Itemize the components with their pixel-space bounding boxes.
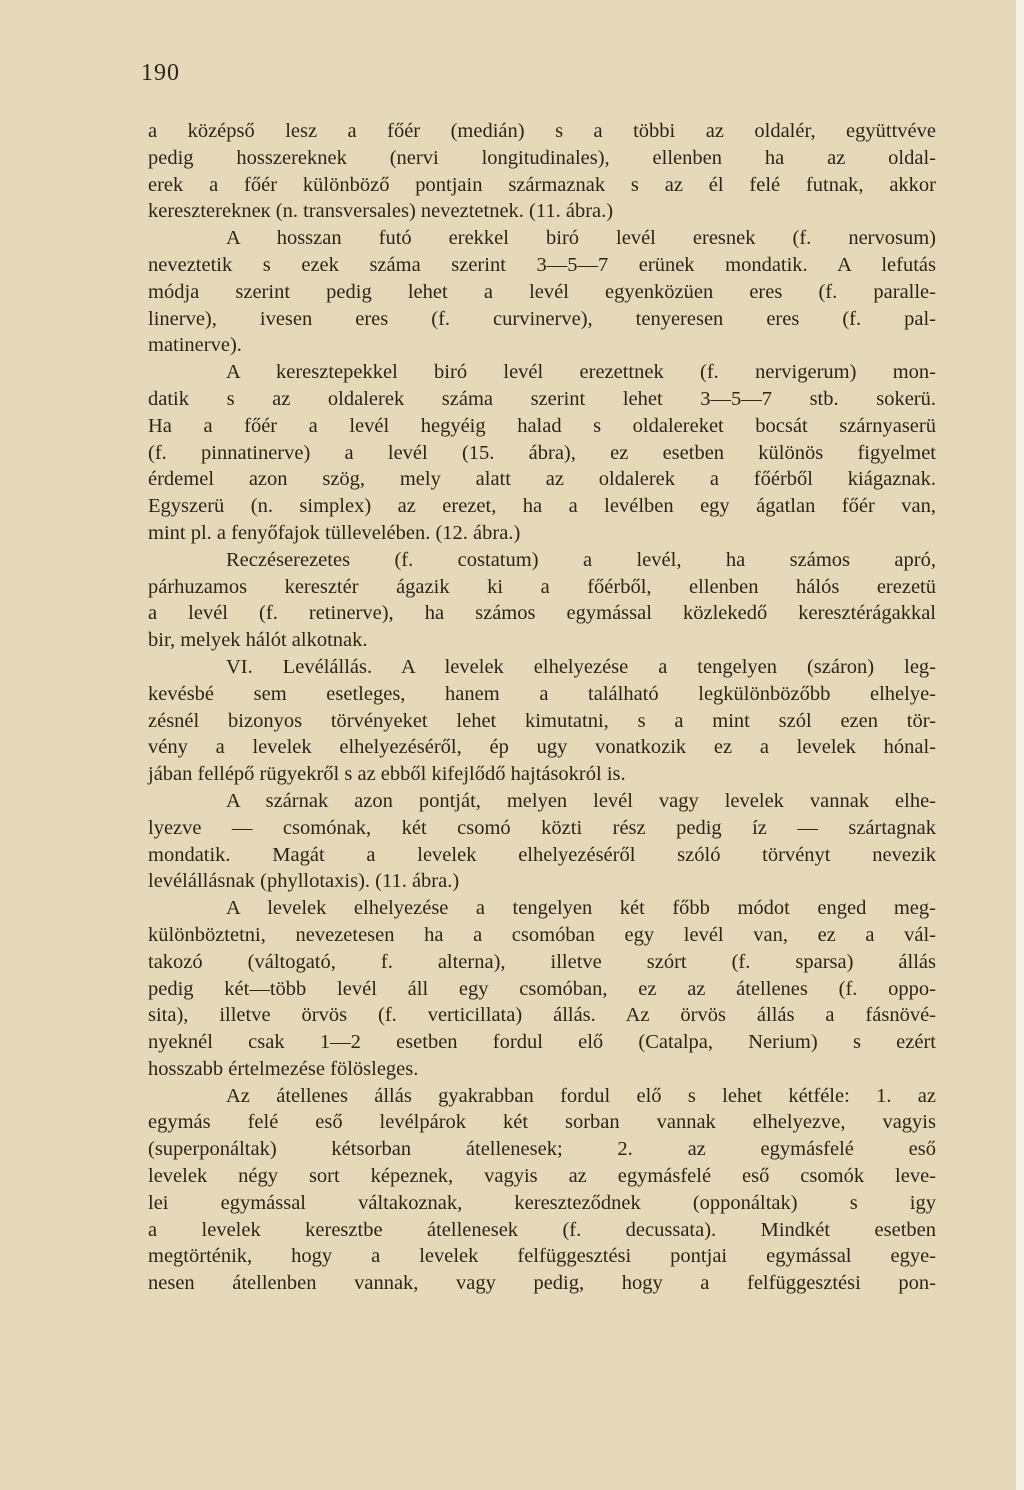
text-line: lei egymással váltakoznak, kereszteződnek (opponáltak) s igy <box>148 1191 936 1214</box>
text-line: datik s az oldalerek száma szerint lehet 3—5—7 stb. sokerü. <box>148 387 936 410</box>
text-line: érdemel azon szög, mely alatt az oldalerek a főérből kiágaznak. <box>148 468 936 491</box>
text-line: mint pl. a fenyőfajok tüllevelében. (12. ábra.) <box>148 521 521 544</box>
text-line: mondatik. Magát a levelek elhelyezéséről szóló törvényt nevezik <box>148 843 936 866</box>
text-line: lyezve — csomónak, két csomó közti rész pedig íz — szártagnak <box>148 816 936 839</box>
text-line: megtörténik, hogy a levelek felfüggesztési pontjai egymással egye- <box>148 1245 936 1268</box>
text-line: (superponáltak) kétsorban átellenesek; 2. az egymásfelé eső <box>148 1138 936 1161</box>
text-line: Egyszerü (n. simplex) az erezet, ha a levélben egy ágatlan főér van, <box>148 495 936 518</box>
page-edge <box>1016 0 1024 1490</box>
text-line: A szárnak azon pontját, melyen levél vagy levelek vannak elhe- <box>226 789 936 812</box>
text-line: VI. Levélállás. A levelek elhelyezése a tengelyen (száron) leg- <box>226 655 936 678</box>
text-line: pedig két—több levél áll egy csomóban, ez az átellenes (f. oppo- <box>148 977 936 1000</box>
text-line: bir, melyek hálót alkotnak. <box>148 629 368 652</box>
text-line: Reczéserezetes (f. costatum) a levél, ha számos apró, <box>226 548 936 571</box>
text-line: levelek négy sort képeznek, vagyis az egymásfelé eső csomók leve- <box>148 1165 936 1188</box>
text-line: jában fellépő rügyekről s az ebből kifejlődő hajtásokról is. <box>148 763 626 786</box>
text-line: vény a levelek elhelyezéséről, ép ugy vonatkozik ez a levelek hónal- <box>148 736 936 759</box>
text-line: levélállásnak (phyllotaxis). (11. ábra.) <box>148 870 460 893</box>
body-text <box>148 118 936 1297</box>
text-line: linerve), ivesen eres (f. curvinerve), tenyeresen eres (f. pal- <box>148 307 936 330</box>
text-line: nyeknél csak 1—2 esetben fordul elő (Catalpa, Nerium) s ezért <box>148 1031 936 1054</box>
text-line: egymás felé eső levélpárok két sorban vannak elhelyezve, vagyis <box>148 1111 936 1134</box>
text-line: A levelek elhelyezése a tengelyen két főbb módot enged meg- <box>226 897 936 920</box>
text-line: kevésbé sem esetleges, hanem a található legkülönbözőbb elhelye- <box>148 682 936 705</box>
text-line: zésnél bizonyos törvényeket lehet kimutatni, s a mint szól ezen tör- <box>148 709 936 732</box>
text-line: párhuzamos keresztér ágazik ki a főérből, ellenben hálós erezetü <box>148 575 936 598</box>
text-line: neveztetik s ezek száma szerint 3—5—7 erünek mondatik. A lefutás <box>148 253 936 276</box>
text-line: hosszabb értelmezése fölösleges. <box>148 1057 419 1080</box>
text-line: nesen átellenben vannak, vagy pedig, hogy a felfüggesztési pon- <box>148 1272 936 1295</box>
text-line: pedig hosszereknek (nervi longitudinales), ellenben ha az oldal- <box>148 146 936 169</box>
text-line: A hosszan futó erekkel biró levél eresnek (f. nervosum) <box>226 227 936 250</box>
text-line: Ha a főér a levél hegyéig halad s oldalereket bocsát szárnyaserü <box>148 414 936 437</box>
text-line: kereszterekneк (n. transversales) neveztetnek. (11. ábra.) <box>148 200 614 223</box>
text-line: Az átellenes állás gyakrabban fordul elő s lehet kétféle: 1. az <box>226 1084 936 1107</box>
text-line: sita), illetve örvös (f. verticillata) állás. Az örvös állás a fásnövé- <box>148 1004 936 1027</box>
text-line: erek a főér különböző pontjain származnak s az él felé futnak, akkor <box>148 173 936 196</box>
text-line: a levél (f. retinerve), ha számos egymással közlekedő keresztérágakkal <box>148 602 936 625</box>
text-line: takozó (váltogató, f. alterna), illetve szórt (f. sparsa) állás <box>148 950 936 973</box>
text-line: a levelek keresztbe átellenesek (f. decussata). Mindkét esetben <box>148 1218 936 1241</box>
text-line: matinerve). <box>148 334 242 357</box>
text-line: a középső lesz a főér (medián) s a többi az oldalér, együttvéve <box>148 120 936 142</box>
text-line: A keresztерekkel biró levél erezettnek (f. nervigerum) mon- <box>226 361 936 384</box>
page-number: 190 <box>141 60 180 86</box>
text-line: (f. pinnatinerve) a levél (15. ábra), ez esetben különös figyelmet <box>148 441 936 464</box>
text-line: módja szerint pedig lehet a levél egyenközüen eres (f. paralle- <box>148 280 936 303</box>
text-line: különböztetni, nevezetesen ha a csomóban egy levél van, ez a vál- <box>148 923 936 946</box>
